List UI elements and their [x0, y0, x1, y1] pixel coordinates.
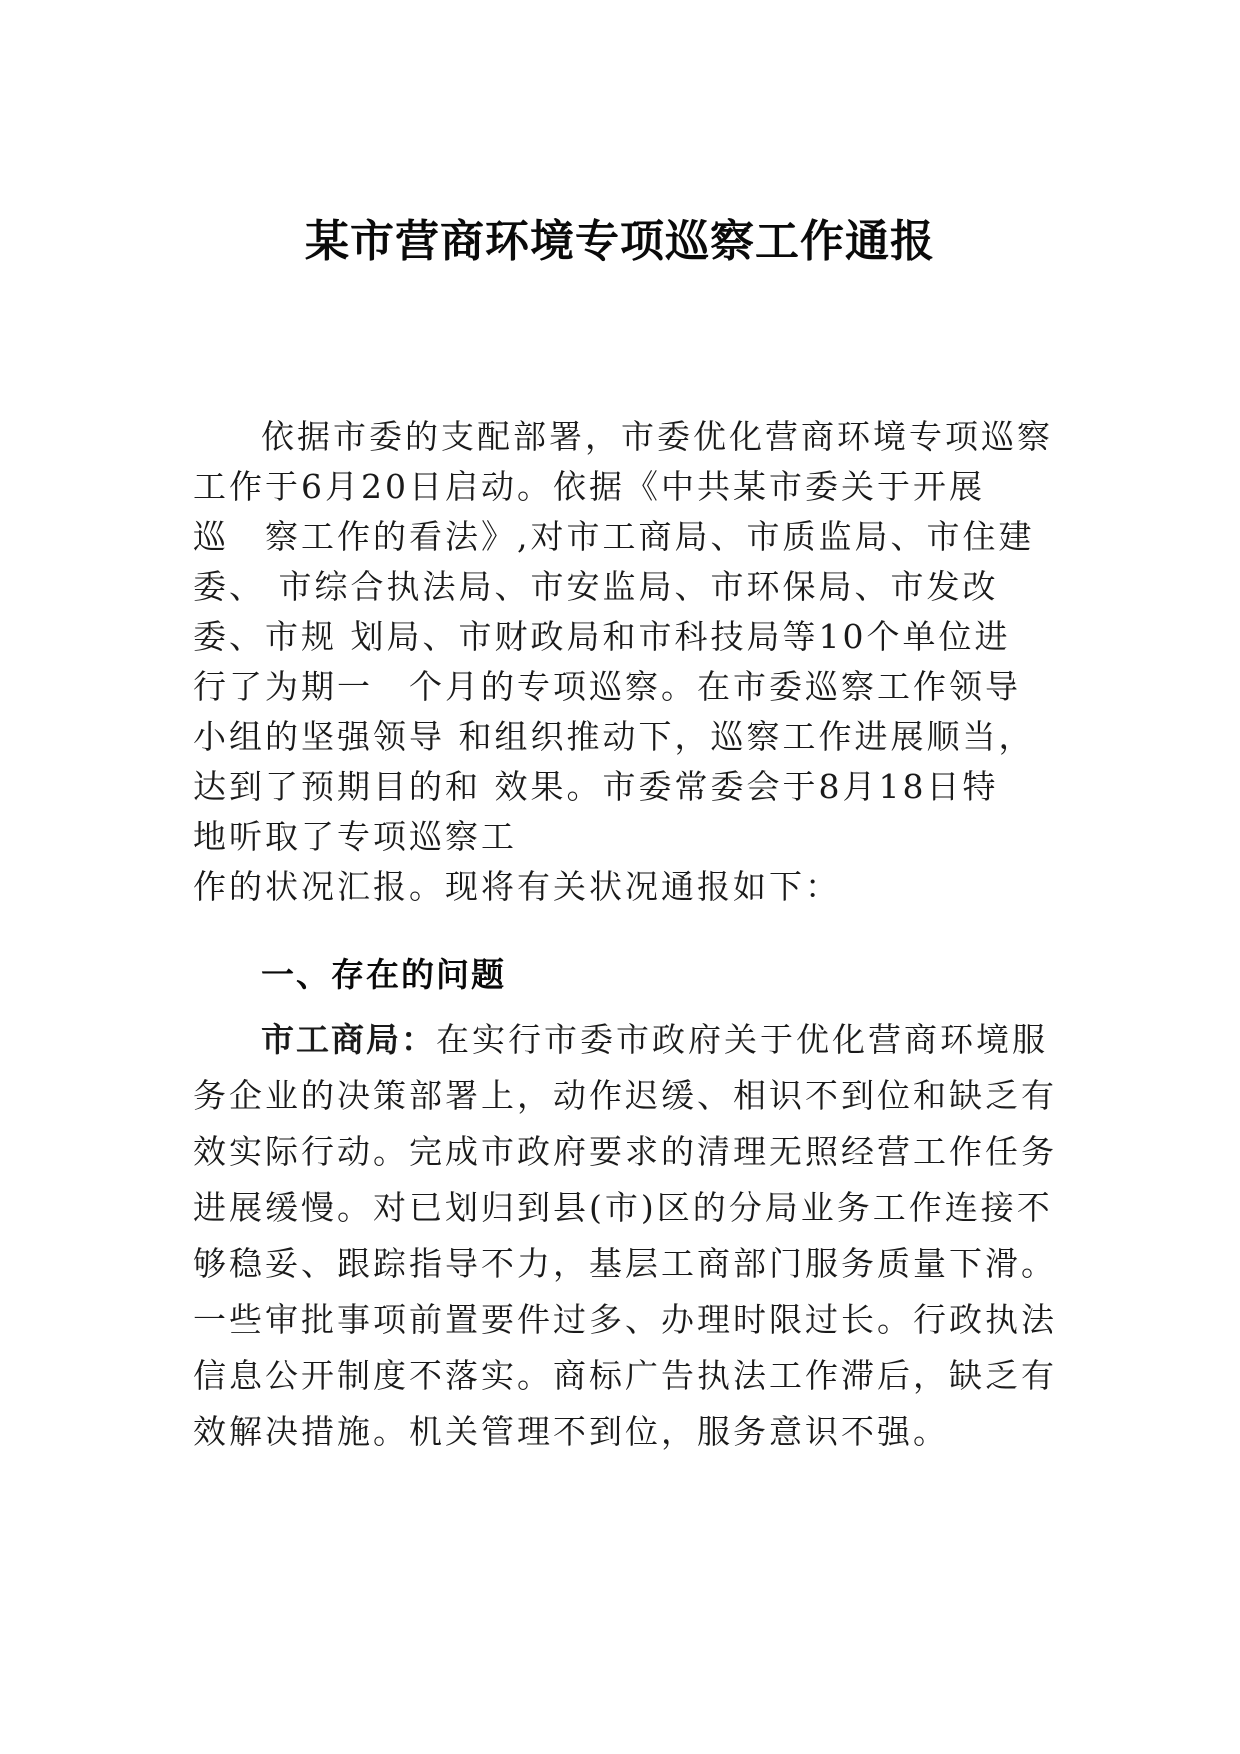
section-heading: 一、存在的问题	[261, 955, 506, 994]
intro-line: 作的状况汇报。现将有关状况通报如下：	[193, 867, 841, 906]
bureau-name: 市工商局：	[261, 1020, 436, 1059]
intro-line: 行了为期一 个月的专项巡察。在市委巡察工作领导	[193, 667, 1021, 706]
bureau-first-line	[193, 1012, 1053, 1068]
bureau-first-line-text: 在实行市委市政府关于优化营商环境服	[436, 1020, 1048, 1059]
intro-line: 委、 市综合执法局、市安监局、市环保局、市发改	[193, 567, 999, 606]
bureau-line: 够稳妥、跟踪指导不力，基层工商部门服务质量下滑。	[193, 1244, 1057, 1283]
intro-line: 地听取了专项巡察工	[193, 817, 517, 856]
intro-line: 巡 察工作的看法》,对市工商局、市质监局、市住建	[193, 517, 1035, 556]
bureau-paragraph	[193, 1012, 1057, 1460]
bureau-line: 效实际行动。完成市政府要求的清理无照经营工作任务	[193, 1132, 1057, 1171]
bureau-line: 务企业的决策部署上，动作迟缓、相识不到位和缺乏有	[193, 1076, 1057, 1115]
bureau-line: 效解决措施。机关管理不到位，服务意识不强。	[193, 1412, 949, 1451]
intro-line: 达到了预期目的和 效果。市委常委会于8月18日特	[193, 767, 999, 806]
intro-line: 依据市委的支配部署，市委优化营商环境专项巡察	[261, 417, 1053, 456]
bureau-line: 一些审批事项前置要件过多、办理时限过长。行政执法	[193, 1300, 1057, 1339]
intro-paragraph	[193, 412, 1053, 912]
intro-line: 工作于6月20日启动。依据《中共某市委关于开展	[193, 467, 985, 506]
bureau-line: 进展缓慢。对已划归到县(市)区的分局业务工作连接不	[193, 1188, 1053, 1227]
intro-line: 委、市规 划局、市财政局和市科技局等10个单位进	[193, 617, 1011, 656]
bureau-line: 信息公开制度不落实。商标广告执法工作滞后，缺乏有	[193, 1356, 1057, 1395]
document-title: 某市营商环境专项巡察工作通报	[305, 216, 935, 267]
intro-line: 小组的坚强领导 和组织推动下，巡察工作进展顺当，	[193, 717, 1035, 756]
